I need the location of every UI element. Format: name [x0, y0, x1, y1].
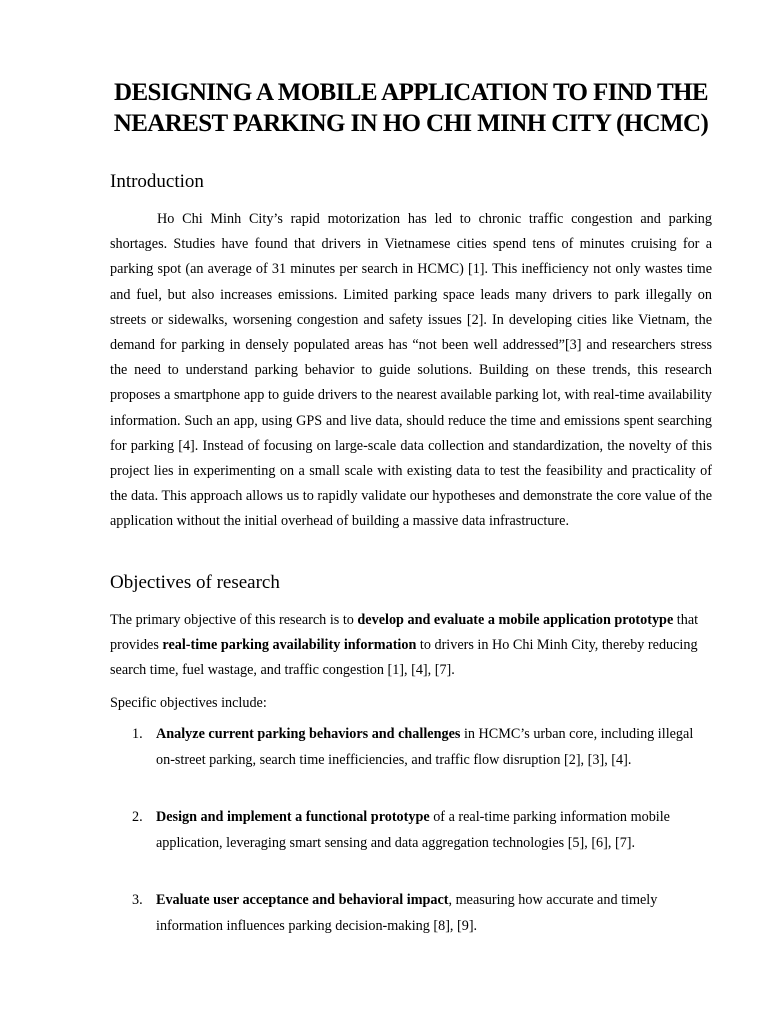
objective-item-1: [132, 722, 712, 773]
primary-text-2: that provides: [110, 612, 699, 654]
objectives-heading: Objectives of research: [110, 572, 280, 593]
document-title: DESIGNING A MOBILE APPLICATION TO FIND THE NEAREST PARKING IN HO CHI MINH CITY (HCMC): [113, 79, 709, 137]
objective-item-3: [132, 888, 712, 939]
objective-bold: Evaluate user acceptance and behavioral impact: [156, 892, 449, 908]
objective-text: in HCMC’s urban core, including illegal on-street parking, search time inefficiencies, and traffic flow disruption [2], [3], [4].: [156, 726, 694, 768]
specific-objectives-label: Specific objectives include:: [110, 695, 267, 711]
primary-text-1: The primary objective of this research is to: [110, 612, 358, 628]
objective-number: 2.: [132, 809, 143, 825]
introduction-heading: Introduction: [110, 171, 204, 192]
objective-bold: Analyze current parking behaviors and challenges: [156, 726, 461, 742]
objective-item-2: [132, 805, 712, 856]
primary-bold-1: develop and evaluate a mobile application prototype: [357, 612, 674, 628]
objective-number: 3.: [132, 892, 143, 908]
primary-bold-2: real-time parking availability information: [162, 637, 417, 654]
introduction-paragraph: Ho Chi Minh City’s rapid motorization has led to chronic traffic congestion and parking shortages. Studies have found that drivers in Vietnamese cities spend tens of minutes cruising for a parking spot (an average of 31 minutes per search in HCMC) [1]. This inefficiency not only wastes time and fuel, but also increases emissions. Limited parking space leads many drivers to park illegally on streets or sidewalks, worsening congestion and safety issues [2]. In developing cities like Vietnam, the demand for parking in densely populated areas has “not been well addressed”[3] and researchers stress the need to understand parking behavior to guide solutions. Building on these trends, this research proposes a smartphone app to guide drivers to the nearest available parking lot, with real-time availability information. Such an app, using GPS and live data, should reduce the time and emissions spent searching for parking [4]. Instead of focusing on large-scale data collection and standardization, the novelty of this project lies in experimenting on a small scale with existing data to test the feasibility and practicality of the data. This approach allows us to rapidly validate our hypotheses and demonstrate the core value of the application without the initial overhead of building a massive data infrastructure.: [110, 211, 712, 530]
objective-text: of a real-time parking information mobile application, leveraging smart sensing and data aggregation technologies [5], [6], [7].: [156, 809, 670, 851]
objective-text: , measuring how accurate and timely information influences parking decision-making [8], [9].: [156, 892, 658, 934]
objective-bold: Design and implement a functional prototype: [156, 809, 430, 825]
objective-number: 1.: [132, 726, 143, 742]
primary-objective-paragraph: [110, 608, 712, 684]
primary-text-3: to drivers in Ho Chi Minh City, thereby reducing search time, fuel wastage, and traffic congestion [1], [4], [7].: [110, 637, 698, 679]
